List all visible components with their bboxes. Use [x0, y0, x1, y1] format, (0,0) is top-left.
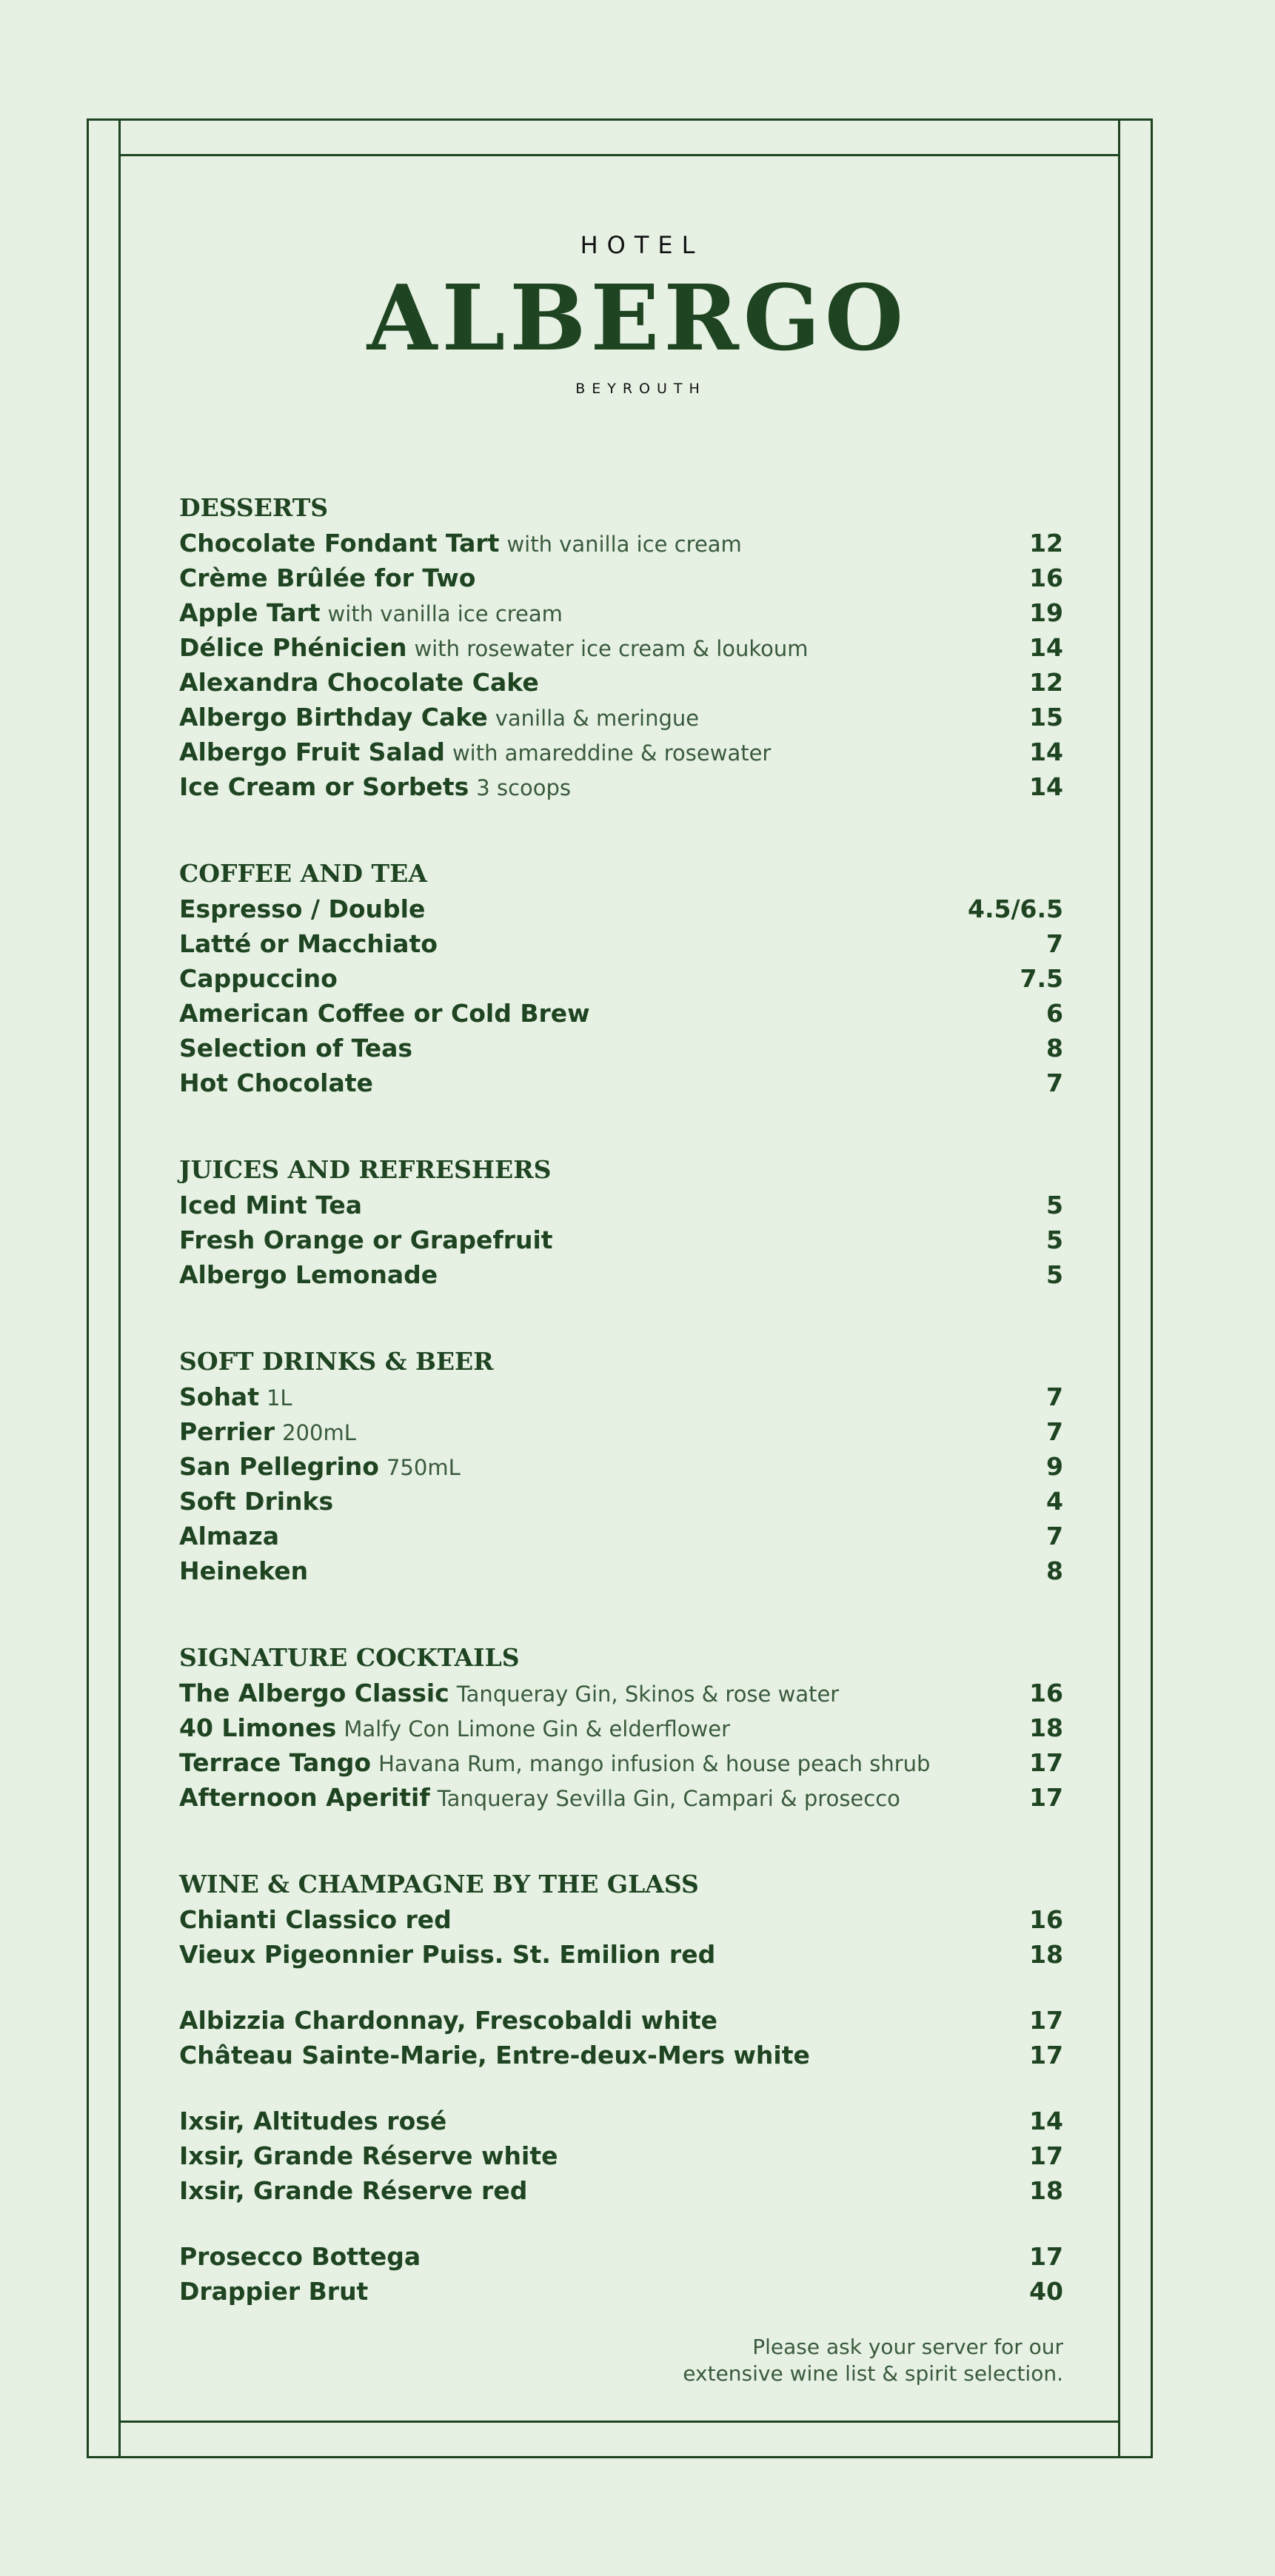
- menu-section: [179, 1867, 1063, 2309]
- menu-item-text: [179, 1676, 839, 1715]
- menu-item-description: with rosewater ice cream & loukoum: [414, 636, 809, 661]
- logo-city-label: BEYROUTH: [575, 381, 706, 397]
- menu-item: [179, 1379, 1063, 1414]
- menu-item-text: [179, 1710, 730, 1750]
- menu-item-price: 8: [1046, 1034, 1063, 1063]
- menu-item-text: [179, 2173, 527, 2212]
- menu-item-text: [179, 1257, 438, 1297]
- menu-item-text: [179, 561, 475, 600]
- menu-item-description: with amareddine & rosewater: [452, 740, 772, 766]
- menu-item-text: [179, 595, 563, 635]
- menu-section: [179, 1152, 1063, 1292]
- menu-item-price: 7: [1046, 929, 1063, 958]
- menu-item-description: 750mL: [386, 1455, 461, 1480]
- menu-item-price: 16: [1029, 563, 1063, 592]
- menu-item: [179, 961, 1063, 996]
- menu-item-name: Heineken: [179, 1556, 309, 1585]
- menu-item-text: [179, 1222, 553, 1262]
- menu-item-price: 19: [1029, 598, 1063, 627]
- menu-item-name: Soft Drinks: [179, 1487, 334, 1516]
- menu-item: [179, 526, 1063, 561]
- menu-item-price: 12: [1029, 529, 1063, 558]
- menu-item-price: 40: [1029, 2277, 1063, 2306]
- menu-item-group: [179, 1676, 1063, 1815]
- menu-item-name: Prosecco Bottega: [179, 2242, 421, 2271]
- menu-item-group: [179, 1379, 1063, 1588]
- menu-item-name: Apple Tart: [179, 598, 321, 627]
- border-rule-bottom: [118, 2421, 1120, 2423]
- menu-item-name: Ixsir, Altitudes rosé: [179, 2107, 447, 2135]
- menu-item: [179, 1065, 1063, 1100]
- menu-item-text: [179, 1188, 362, 1227]
- menu-item-text: [179, 2274, 368, 2313]
- menu-item-name: Selection of Teas: [179, 1034, 413, 1063]
- menu-item-text: [179, 1379, 292, 1419]
- menu-item-price: 18: [1029, 2176, 1063, 2205]
- menu-item-price: 5: [1046, 1260, 1063, 1289]
- menu-item-name: Albergo Lemonade: [179, 1260, 438, 1289]
- menu-item-name: Château Sainte-Marie, Entre-deux-Mers white: [179, 2041, 810, 2070]
- section-title: SOFT DRINKS & BEER: [179, 1347, 494, 1376]
- menu-item-price: 18: [1029, 1713, 1063, 1742]
- menu-item: [179, 700, 1063, 735]
- menu-item-price: 17: [1029, 2242, 1063, 2271]
- menu-item-text: [179, 2138, 558, 2178]
- menu-item-price: 6: [1046, 999, 1063, 1028]
- menu-item-price: 14: [1029, 772, 1063, 801]
- menu-item-text: [179, 891, 425, 931]
- menu-item-price: 4.5/6.5: [968, 894, 1063, 923]
- section-title: SIGNATURE COCKTAILS: [179, 1643, 520, 1672]
- menu-item-text: [179, 926, 438, 966]
- menu-item-name: Latté or Macchiato: [179, 929, 438, 958]
- menu-item-price: 14: [1029, 737, 1063, 766]
- menu-item: [179, 1257, 1063, 1292]
- menu-section: [179, 856, 1063, 1100]
- menu-item: [179, 1188, 1063, 1222]
- menu-item-group: [179, 891, 1063, 1100]
- menu-item: [179, 630, 1063, 665]
- menu-item-price: 17: [1029, 2041, 1063, 2070]
- menu-item-name: Ice Cream or Sorbets: [179, 772, 469, 801]
- menu-section: [179, 1344, 1063, 1588]
- menu-item-text: [179, 1519, 279, 1558]
- menu-item-description: with vanilla ice cream: [327, 601, 563, 626]
- menu-item-text: [179, 769, 571, 809]
- menu-item: [179, 595, 1063, 630]
- menu-item-price: 15: [1029, 703, 1063, 732]
- menu-item: [179, 1519, 1063, 1553]
- menu-item-group: [179, 2003, 1063, 2072]
- menu-item-price: 16: [1029, 1905, 1063, 1934]
- menu-item: [179, 1780, 1063, 1815]
- menu-item-text: [179, 526, 742, 565]
- section-title: COFFEE AND TEA: [179, 859, 427, 888]
- menu-item-description: vanilla & meringue: [495, 706, 700, 731]
- menu-item-name: San Pellegrino: [179, 1452, 379, 1481]
- menu-item-text: [179, 2038, 810, 2077]
- menu-item-description: 1L: [266, 1385, 292, 1411]
- menu-item-price: 17: [1029, 2006, 1063, 2035]
- menu-item-text: [179, 1937, 715, 1976]
- menu-item-text: [179, 2003, 717, 2042]
- footer-note-line-2: extensive wine list & spirit selection.: [683, 2361, 1063, 2386]
- menu-item-text: [179, 1065, 373, 1105]
- menu-item-name: Drappier Brut: [179, 2277, 369, 2306]
- menu-item-description: 3 scoops: [476, 775, 572, 800]
- menu-item-name: Délice Phénicien: [179, 633, 407, 662]
- menu-item-name: The Albergo Classic: [179, 1679, 449, 1707]
- menu-item-text: [179, 1414, 356, 1453]
- menu-item: [179, 2038, 1063, 2072]
- menu-item: [179, 769, 1063, 804]
- menu-item-group: [179, 526, 1063, 804]
- menu-item-text: [179, 1780, 900, 1819]
- footer-note: [683, 2334, 1063, 2387]
- menu-item-price: 4: [1046, 1487, 1063, 1516]
- menu-item: [179, 665, 1063, 700]
- menu-item-name: Almaza: [179, 1522, 279, 1550]
- menu-item: [179, 2173, 1063, 2208]
- menu-item-text: [179, 1745, 930, 1784]
- menu-item-text: [179, 630, 809, 669]
- menu-item-name: Iced Mint Tea: [179, 1191, 363, 1220]
- menu-item-price: 7: [1046, 1068, 1063, 1097]
- menu-item-group: [179, 1902, 1063, 1972]
- menu-item-group: [179, 1188, 1063, 1292]
- border-rule-top: [118, 154, 1120, 156]
- menu-item-name: Alexandra Chocolate Cake: [179, 668, 539, 697]
- menu-item: [179, 2274, 1063, 2309]
- menu-item-price: 9: [1046, 1452, 1063, 1481]
- menu-item-name: Cappuccino: [179, 964, 338, 993]
- menu-item: [179, 1484, 1063, 1519]
- section-title: DESSERTS: [179, 493, 329, 522]
- menu-item-price: 16: [1029, 1679, 1063, 1707]
- menu-item-description: Havana Rum, mango infusion & house peach shrub: [378, 1751, 931, 1776]
- menu-item-name: Ixsir, Grande Réserve white: [179, 2141, 558, 2170]
- menu-item-text: [179, 1484, 333, 1523]
- menu-item: [179, 1553, 1063, 1588]
- border-rule-right: [1118, 118, 1120, 2458]
- menu-item-name: Perrier: [179, 1417, 275, 1446]
- menu-section: [179, 1640, 1063, 1815]
- section-title: WINE & CHAMPAGNE BY THE GLASS: [179, 1870, 699, 1898]
- menu-item: [179, 1449, 1063, 1484]
- menu-item-name: 40 Limones: [179, 1713, 337, 1742]
- menu-item: [179, 2104, 1063, 2138]
- menu-item-name: Espresso / Double: [179, 894, 426, 923]
- menu-item-price: 17: [1029, 2141, 1063, 2170]
- menu-item-name: Chianti Classico red: [179, 1905, 452, 1934]
- menu-item-name: Afternoon Aperitif: [179, 1783, 430, 1812]
- menu-item-name: Sohat: [179, 1382, 259, 1411]
- menu-item-price: 12: [1029, 668, 1063, 697]
- menu-item: [179, 735, 1063, 769]
- menu-item-text: [179, 700, 699, 739]
- menu-item: [179, 1902, 1063, 1937]
- menu-item: [179, 1414, 1063, 1449]
- menu-item: [179, 996, 1063, 1031]
- menu-item-description: Tanqueray Sevilla Gin, Campari & prosecco: [437, 1786, 900, 1811]
- menu-item-text: [179, 961, 338, 1000]
- menu-item-name: Albergo Birthday Cake: [179, 703, 488, 732]
- menu-item-name: Ixsir, Grande Réserve red: [179, 2176, 528, 2205]
- menu-item: [179, 891, 1063, 926]
- menu-item-price: 14: [1029, 633, 1063, 662]
- menu-body: [179, 490, 1063, 2361]
- menu-item-group: [179, 2239, 1063, 2309]
- menu-item-text: [179, 2104, 446, 2143]
- menu-item: [179, 2003, 1063, 2038]
- menu-item-name: Vieux Pigeonnier Puiss. St. Emilion red: [179, 1940, 716, 1969]
- footer-note-line-1: Please ask your server for our: [752, 2335, 1063, 2359]
- menu-item: [179, 1937, 1063, 1972]
- menu-item-description: Tanqueray Gin, Skinos & rose water: [456, 1682, 840, 1707]
- menu-item-name: Chocolate Fondant Tart: [179, 529, 500, 558]
- menu-item-price: 7: [1046, 1417, 1063, 1446]
- menu-item-price: 5: [1046, 1191, 1063, 1220]
- menu-item-name: Fresh Orange or Grapefruit: [179, 1225, 553, 1254]
- menu-item-description: with vanilla ice cream: [506, 532, 742, 557]
- border-rule-left: [118, 118, 121, 2458]
- menu-item: [179, 2239, 1063, 2274]
- menu-item-price: 17: [1029, 1783, 1063, 1812]
- menu-item: [179, 1031, 1063, 1065]
- menu-item-name: Crème Brûlée for Two: [179, 563, 476, 592]
- menu-item-name: American Coffee or Cold Brew: [179, 999, 590, 1028]
- menu-item-price: 14: [1029, 2107, 1063, 2135]
- menu-item-text: [179, 1553, 308, 1593]
- menu-item: [179, 2138, 1063, 2173]
- menu-item-price: 7: [1046, 1522, 1063, 1550]
- section-title: JUICES AND REFRESHERS: [179, 1155, 552, 1184]
- menu-item: [179, 1676, 1063, 1710]
- menu-item: [179, 1710, 1063, 1745]
- menu-item-description: 200mL: [282, 1420, 356, 1445]
- menu-section: [179, 490, 1063, 804]
- menu-item-price: 5: [1046, 1225, 1063, 1254]
- menu-item-text: [179, 1031, 412, 1070]
- menu-item-text: [179, 1902, 452, 1941]
- menu-item-description: Malfy Con Limone Gin & elderflower: [344, 1716, 731, 1742]
- menu-item-text: [179, 735, 771, 774]
- logo-hotel-label: HOTEL: [580, 231, 704, 259]
- menu-item-price: 7.5: [1020, 964, 1063, 993]
- menu-item-text: [179, 1449, 461, 1488]
- menu-item-name: Terrace Tango: [179, 1748, 372, 1777]
- menu-item-text: [179, 996, 590, 1035]
- menu-item-group: [179, 2104, 1063, 2208]
- menu-item-name: Hot Chocolate: [179, 1068, 373, 1097]
- menu-item-price: 17: [1029, 1748, 1063, 1777]
- menu-item: [179, 1222, 1063, 1257]
- menu-item-price: 18: [1029, 1940, 1063, 1969]
- menu-item-name: Albergo Fruit Salad: [179, 737, 445, 766]
- menu-item-text: [179, 665, 539, 704]
- menu-item: [179, 561, 1063, 595]
- menu-item: [179, 1745, 1063, 1780]
- menu-item-price: 7: [1046, 1382, 1063, 1411]
- logo-wordmark: ALBERGO: [367, 264, 908, 371]
- menu-item: [179, 926, 1063, 961]
- menu-item-price: 8: [1046, 1556, 1063, 1585]
- menu-item-name: Albizzia Chardonnay, Frescobaldi white: [179, 2006, 718, 2035]
- menu-item-text: [179, 2239, 421, 2278]
